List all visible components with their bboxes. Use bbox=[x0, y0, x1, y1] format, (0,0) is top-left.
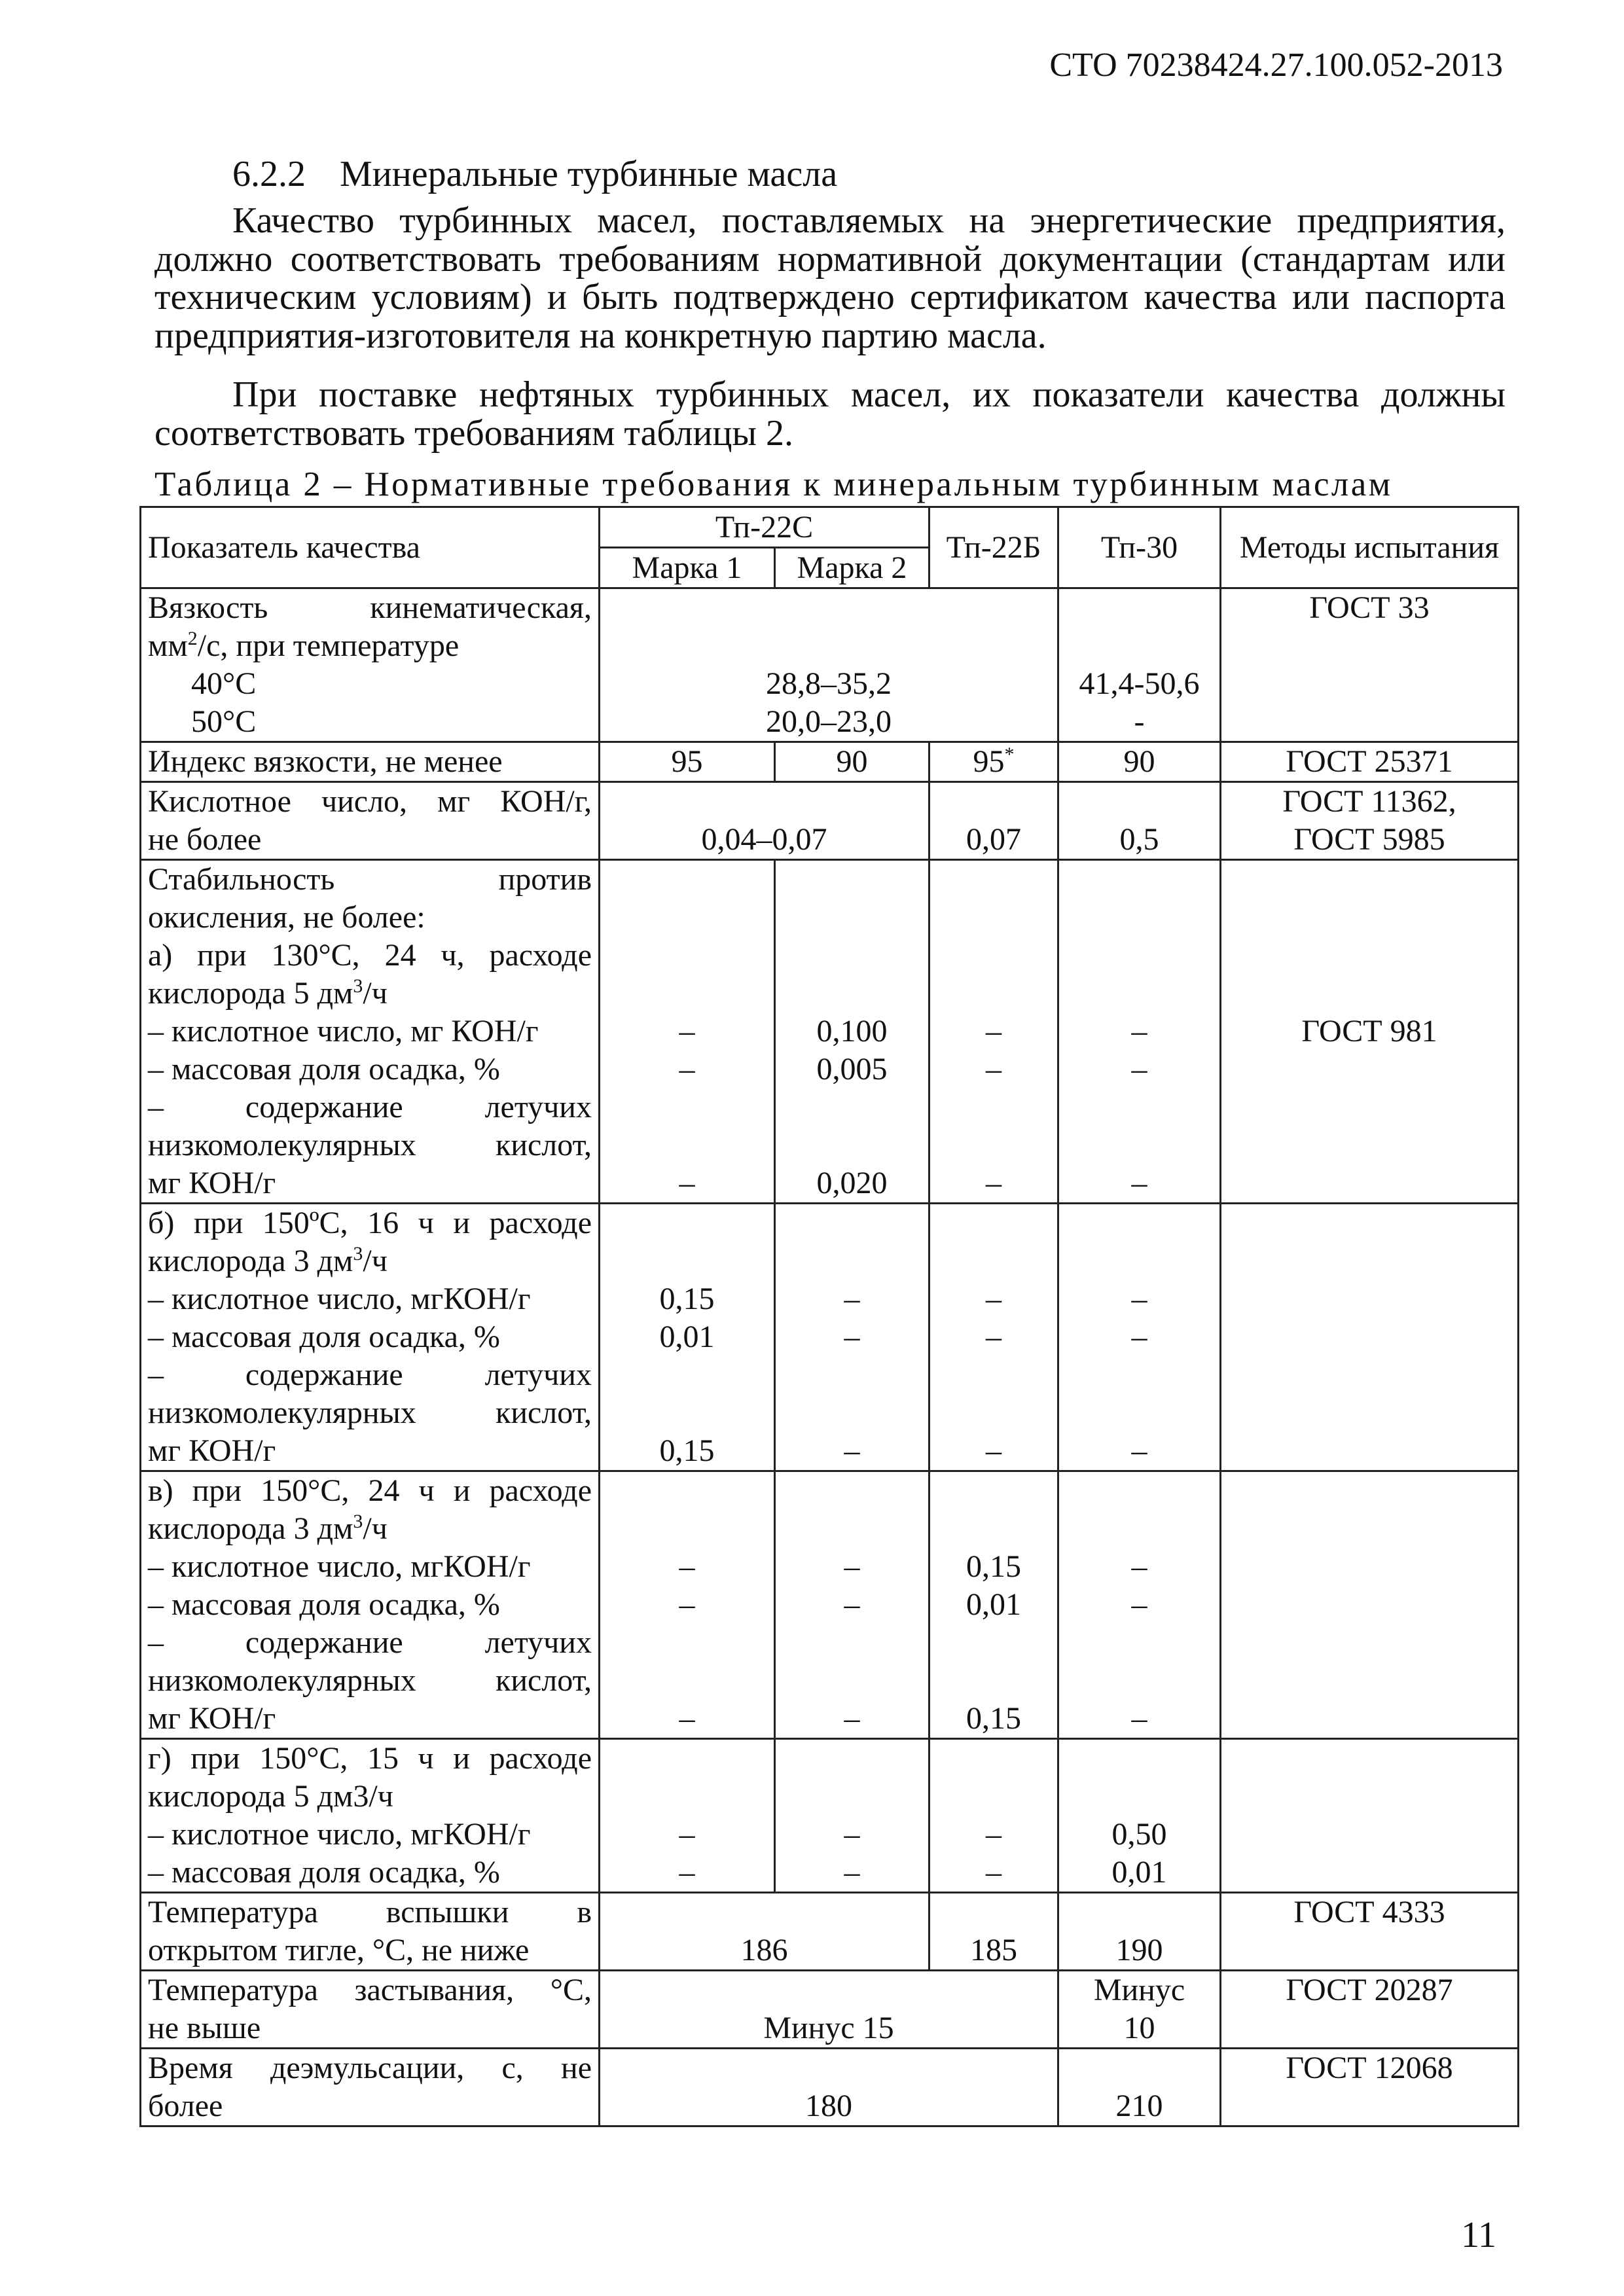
viscosity-index-label: Индекс вязкости, не менее bbox=[141, 742, 600, 782]
acid-number-tp22c: 0,04–0,07 bbox=[600, 782, 929, 860]
table-row-demulsification bbox=[141, 2049, 1519, 2126]
header-methods: Методы испытания bbox=[1221, 507, 1519, 588]
stability-b-method bbox=[1221, 1204, 1519, 1471]
section-heading bbox=[232, 148, 837, 200]
requirements-table bbox=[139, 506, 1519, 2127]
stability-b-mark1: 0,15 0,01 0,15 bbox=[600, 1204, 775, 1471]
pour-point-tp22: Минус 15 bbox=[600, 1971, 1058, 2049]
stability-c-tp30: – – – bbox=[1058, 1471, 1221, 1739]
stability-b-tp22b: – – – bbox=[929, 1204, 1058, 1471]
table-row-flash-point bbox=[141, 1893, 1519, 1971]
header-mark1: Марка 1 bbox=[600, 548, 775, 588]
viscosity-tp30-values bbox=[1058, 588, 1221, 742]
viscosity-unit: мм bbox=[148, 628, 188, 663]
viscosity-method: ГОСТ 33 bbox=[1221, 588, 1519, 742]
acid-number-tp22b: 0,07 bbox=[929, 782, 1058, 860]
stability-a-mark2: 0,100 0,005 0,020 bbox=[775, 860, 929, 1204]
table-header-row bbox=[141, 507, 1519, 548]
flash-point-method: ГОСТ 4333 bbox=[1221, 1893, 1519, 1971]
demulsification-tp30: 210 bbox=[1058, 2049, 1221, 2126]
pour-point-label: Температура застывания, °С, не выше bbox=[141, 1971, 600, 2049]
paragraph-quality: Качество турбинных масел, поставляемых на энергетические предприятия, должно соответствовать требованиям нормативной документации (стандартам или техническим условиям) и быть подтверждено сертификатом качества или паспорта предприятия-изготовителя на конкретную партию масла. bbox=[154, 200, 1506, 356]
viscosity-unit-rest: /с, при температуре bbox=[197, 628, 460, 663]
viscosity-label bbox=[141, 588, 600, 742]
viscosity-unit-power: 2 bbox=[187, 628, 198, 649]
table-row-acid-number bbox=[141, 782, 1519, 860]
viscosity-tp22-40: 28,8–35,2 bbox=[766, 666, 892, 701]
stability-d-label: г) при 150°С, 15 ч и расходе кислорода 5 дм3/ч – кислотное число, мгКОН/г – массовая доля осадка, % bbox=[141, 1739, 600, 1893]
stability-b-label: б) при 150ºС, 16 ч и расходе кислорода 3 $дм^3/ч$ – кислотное число, мгКОН/г – массовая доля осадка, % – содержание летучих низкомолекулярных кислот, мг КОН/г bbox=[141, 1204, 600, 1471]
stability-d-tp22b: – – bbox=[929, 1739, 1058, 1893]
stability-d-method bbox=[1221, 1739, 1519, 1893]
viscosity-index-tp30: 90 bbox=[1058, 742, 1221, 782]
pour-point-method: ГОСТ 20287 bbox=[1221, 1971, 1519, 2049]
stability-b-mark2: – – – bbox=[775, 1204, 929, 1471]
viscosity-index-tp22b: 95* bbox=[929, 742, 1058, 782]
stability-c-label: в) при 150°С, 24 ч и расходе кислорода 3 $дм^3/ч$ – кислотное число, мгКОН/г – массовая доля осадка, % – содержание летучих низкомолекулярных кислот, мг КОН/г bbox=[141, 1471, 600, 1739]
demulsification-tp22: 180 bbox=[600, 2049, 1058, 2126]
pour-point-tp30: Минус 10 bbox=[1058, 1971, 1221, 2049]
table-row-viscosity bbox=[141, 588, 1519, 742]
table-row-viscosity-index bbox=[141, 742, 1519, 782]
viscosity-temp-40: 40°С bbox=[191, 666, 257, 701]
viscosity-tp30-50: - bbox=[1134, 704, 1145, 739]
stability-c-mark2: – – – bbox=[775, 1471, 929, 1739]
viscosity-index-mark2: 90 bbox=[775, 742, 929, 782]
acid-number-method: ГОСТ 11362, ГОСТ 5985 bbox=[1221, 782, 1519, 860]
flash-point-tp30: 190 bbox=[1058, 1893, 1221, 1971]
stability-d-mark1: – – bbox=[600, 1739, 775, 1893]
stability-b-tp30: – – – bbox=[1058, 1204, 1221, 1471]
table-row-stability-d bbox=[141, 1739, 1519, 1893]
acid-number-label: Кислотное число, мг КОН/г, не более bbox=[141, 782, 600, 860]
stability-c-tp22b: 0,15 0,01 0,15 bbox=[929, 1471, 1058, 1739]
page-number: 11 bbox=[1461, 2215, 1496, 2255]
viscosity-tp22-50: 20,0–23,0 bbox=[766, 704, 892, 739]
table-caption: Таблица 2 – Нормативные требования к минеральным турбинным маслам bbox=[154, 465, 1393, 503]
viscosity-tp30-40: 41,4-50,6 bbox=[1079, 666, 1200, 701]
stability-c-mark1: – – – bbox=[600, 1471, 775, 1739]
viscosity-temp-50: 50°С bbox=[191, 704, 257, 739]
header-indicator: Показатель качества bbox=[141, 507, 600, 588]
viscosity-tp22-values bbox=[600, 588, 1058, 742]
section-title: Минеральные турбинные масла bbox=[340, 154, 838, 194]
acid-number-tp30: 0,5 bbox=[1058, 782, 1221, 860]
viscosity-index-method: ГОСТ 25371 bbox=[1221, 742, 1519, 782]
stability-a-method: ГОСТ 981 bbox=[1221, 860, 1519, 1204]
stability-d-mark2: – – bbox=[775, 1739, 929, 1893]
header-tp22b: Тп-22Б bbox=[929, 507, 1058, 588]
stability-c-method bbox=[1221, 1471, 1519, 1739]
stability-a-tp22b: – – – bbox=[929, 860, 1058, 1204]
document-code: СТО 70238424.27.100.052-2013 bbox=[1049, 46, 1503, 84]
table-row-stability-a bbox=[141, 860, 1519, 1204]
viscosity-label-line2 bbox=[148, 627, 592, 665]
flash-point-tp22b: 185 bbox=[929, 1893, 1058, 1971]
stability-a-label: Стабильность против окисления, не более: а) при 130°С, 24 ч, расходе кислорода 5 $дм^3/ч$ – кислотное число, мг КОН/г – массовая доля осадка, % – содержание летучих низкомолекулярных кислот, мг КОН/г bbox=[141, 860, 600, 1204]
paragraph-requirements: При поставке нефтяных турбинных масел, их показатели качества должны соответствовать требованиям таблицы 2. bbox=[154, 374, 1506, 454]
demulsification-label: Время деэмульсации, с, не более bbox=[141, 2049, 600, 2126]
header-tp30: Тп-30 bbox=[1058, 507, 1221, 588]
footnote-marker: * bbox=[1004, 744, 1015, 765]
table-row-pour-point bbox=[141, 1971, 1519, 2049]
header-mark2: Марка 2 bbox=[775, 548, 929, 588]
stability-a-mark1: – – – bbox=[600, 860, 775, 1204]
table-row-stability-b bbox=[141, 1204, 1519, 1471]
stability-d-tp30: 0,50 0,01 bbox=[1058, 1739, 1221, 1893]
flash-point-tp22c: 186 bbox=[600, 1893, 929, 1971]
viscosity-index-mark1: 95 bbox=[600, 742, 775, 782]
stability-a-tp30: – – – bbox=[1058, 860, 1221, 1204]
viscosity-label-line1: Вязкость кинематическая, bbox=[148, 590, 592, 625]
demulsification-method: ГОСТ 12068 bbox=[1221, 2049, 1519, 2126]
table-row-stability-c bbox=[141, 1471, 1519, 1739]
header-tp22c: Тп-22С bbox=[600, 507, 929, 548]
flash-point-label: Температура вспышки в открытом тигле, °С, не ниже bbox=[141, 1893, 600, 1971]
section-number: 6.2.2 bbox=[232, 154, 306, 194]
